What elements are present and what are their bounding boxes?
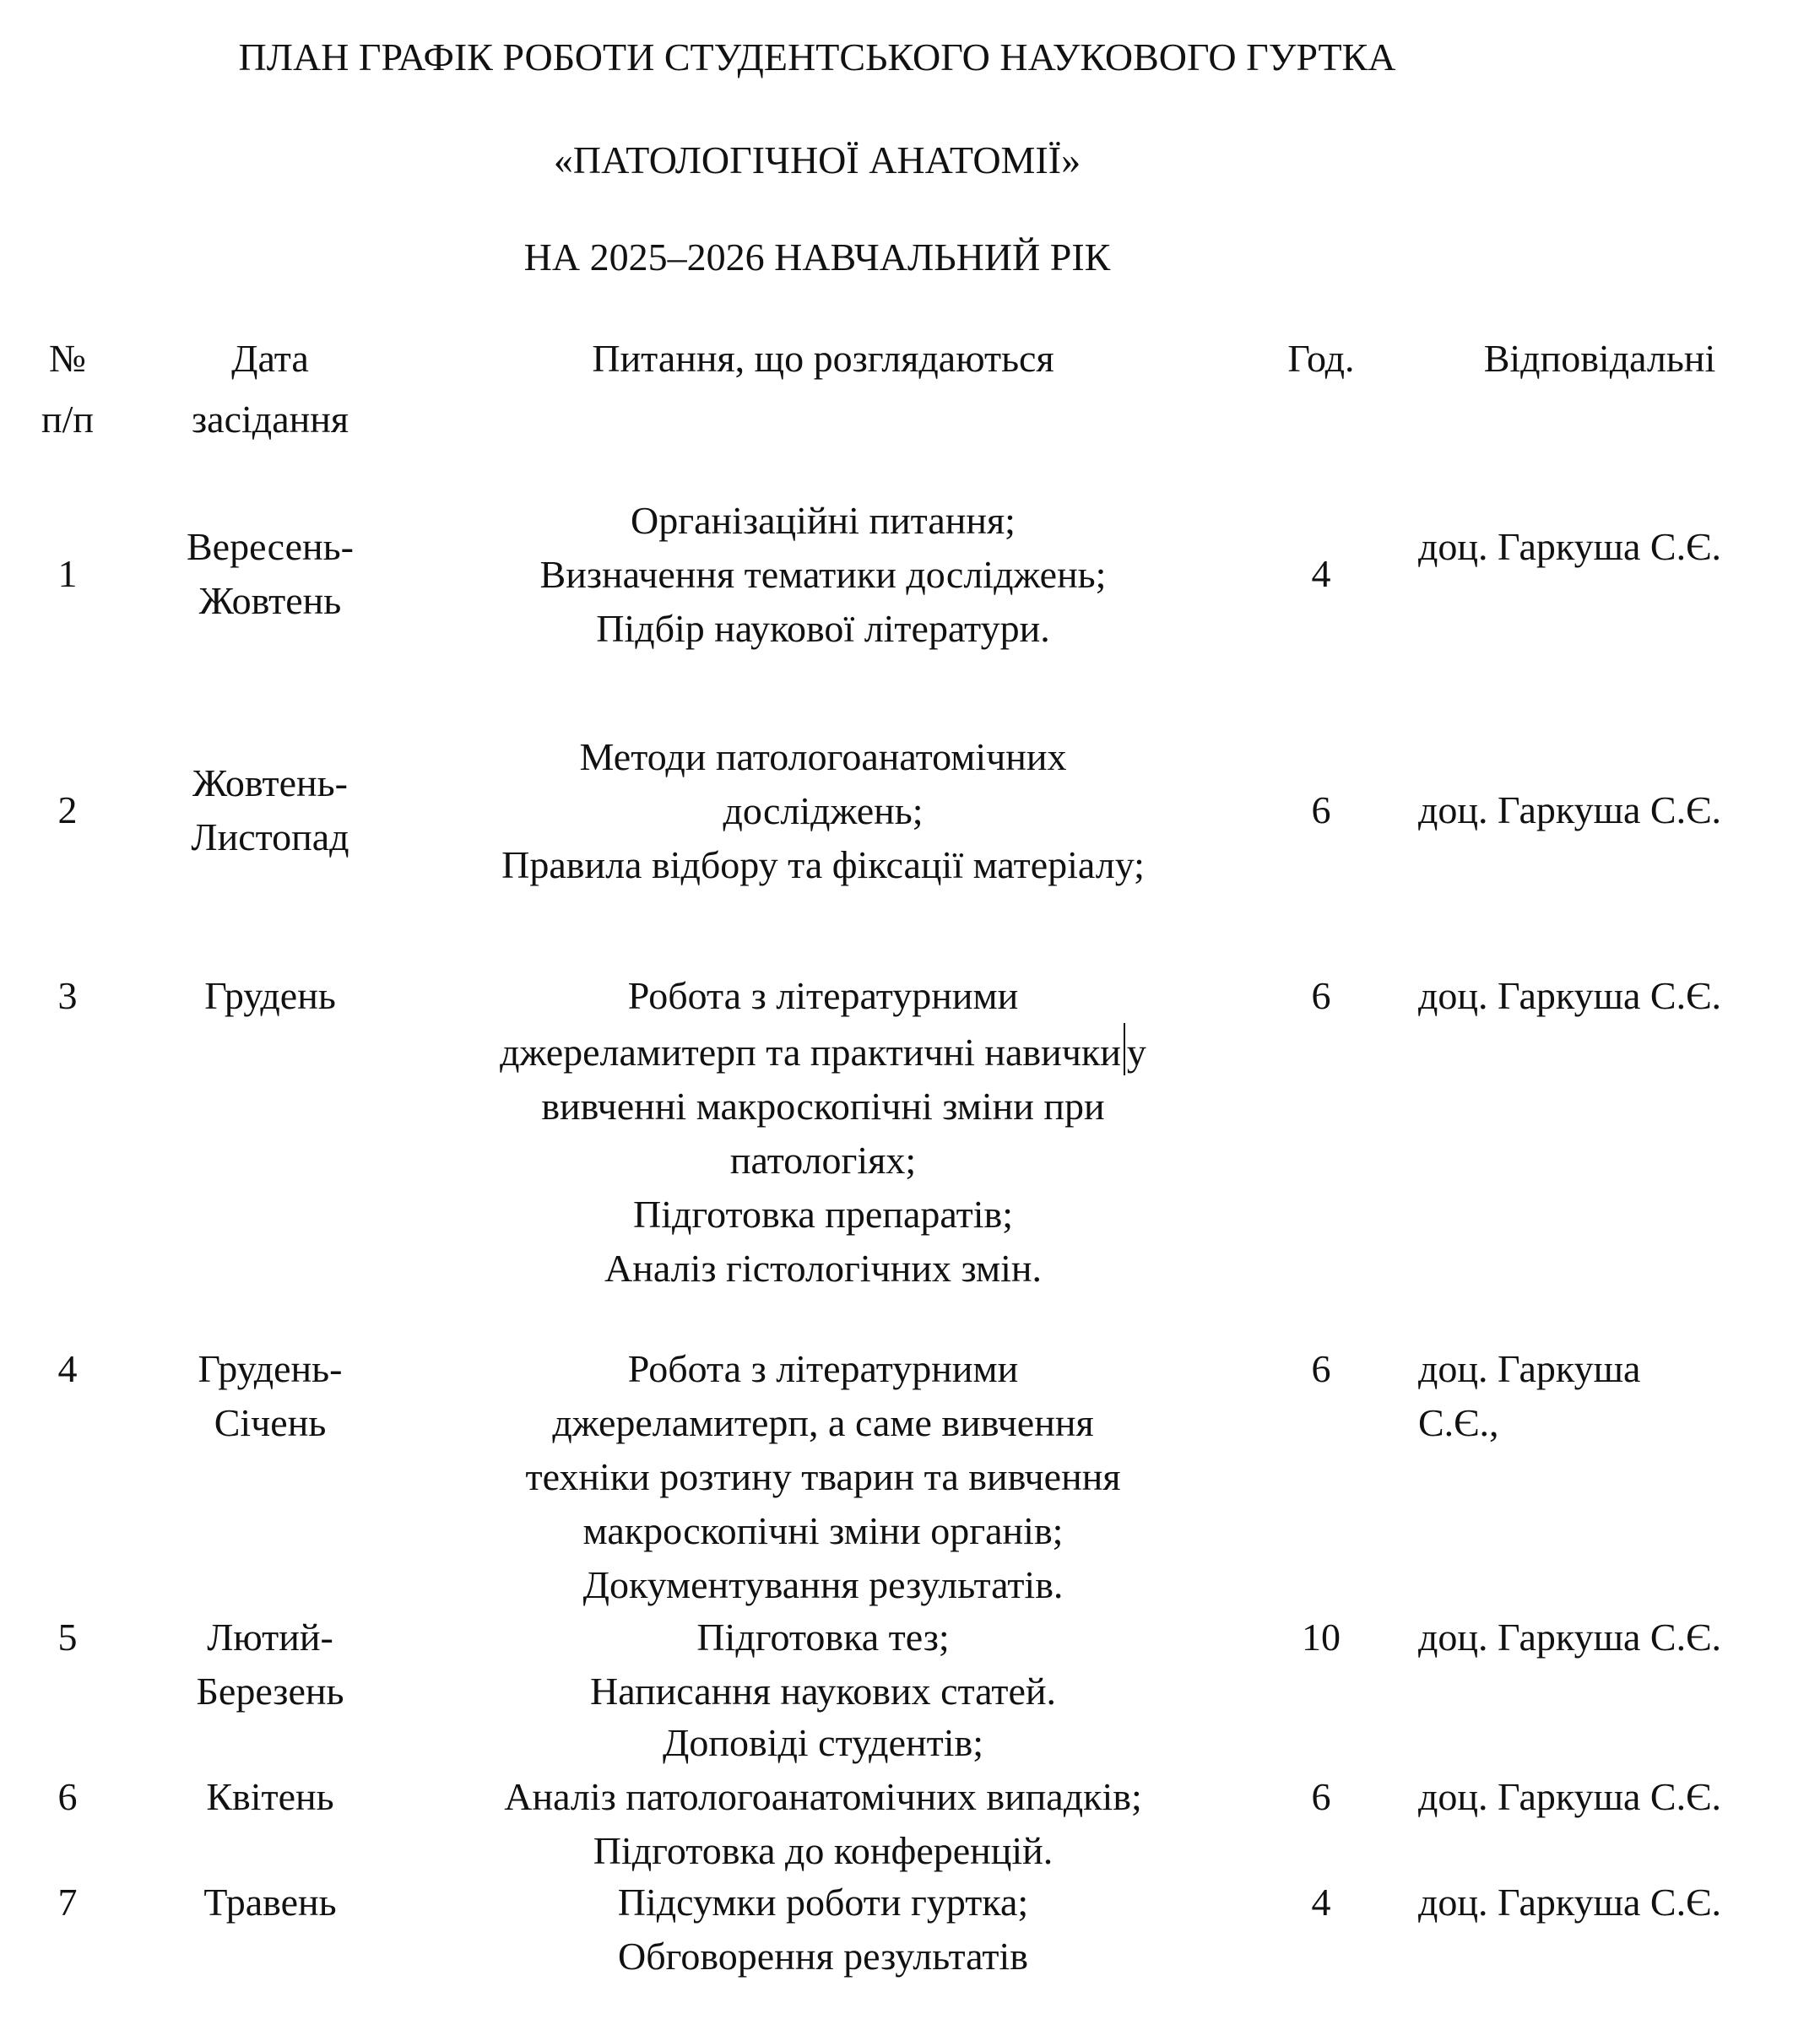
row-topic-text: джереламитерп та практичні навички xyxy=(500,1031,1121,1074)
row-responsible: доц. Гаркуша С.Є. xyxy=(1418,1881,1721,1924)
row-responsible xyxy=(1418,1342,1815,1450)
row-date-line: Жовтень xyxy=(198,579,342,622)
row-topic xyxy=(405,494,1241,656)
row-date-line: Травень xyxy=(203,1881,337,1924)
row-date xyxy=(148,1610,393,1719)
row-date xyxy=(148,1876,393,1930)
row-topic xyxy=(405,1342,1241,1612)
row-topic-line: Підсумки роботи гуртка; xyxy=(617,1881,1029,1924)
row-hours: 6 xyxy=(1311,974,1331,1017)
row-topic-line: Визначення тематики досліджень; xyxy=(539,553,1107,596)
row-topic-line: Правила відбору та фіксації матеріалу; xyxy=(501,843,1145,886)
row-topic xyxy=(405,969,1241,1296)
row-responsible-line: доц. Гаркуша xyxy=(1418,1347,1641,1390)
row-num: 1 xyxy=(57,552,78,595)
row-topic-line: Підбір наукової літератури. xyxy=(596,607,1050,650)
document-title-line-1: ПЛАН ГРАФІК РОБОТИ СТУДЕНТСЬКОГО НАУКОВОГО ГУРТКА xyxy=(238,35,1396,78)
row-topic-line: Підготовка тез; xyxy=(696,1616,950,1659)
row-topic-line: Аналіз патологоанатомічних випадків; xyxy=(504,1775,1142,1818)
row-num: 7 xyxy=(57,1881,78,1924)
row-topic xyxy=(405,1876,1241,1984)
row-topic-line: джереламитерп, а саме вивчення xyxy=(552,1401,1094,1444)
row-topic xyxy=(405,1716,1241,1878)
document-title-line-3: НА 2025–2026 НАВЧАЛЬНИЙ РІК xyxy=(523,235,1111,279)
row-date-line: Січень xyxy=(214,1401,327,1444)
row-num: 2 xyxy=(57,788,78,831)
row-hours: 6 xyxy=(1311,1347,1331,1390)
row-topic-text: у xyxy=(1126,1031,1146,1074)
row-topic-line: Робота з літературними xyxy=(627,974,1019,1017)
row-date xyxy=(148,520,393,628)
row-date-line: Квітень xyxy=(206,1775,334,1818)
row-topic-line: Методи патологоанатомічних xyxy=(579,735,1067,778)
row-topic-line: Обговорення результатів xyxy=(618,1935,1028,1978)
row-date xyxy=(148,1770,393,1824)
row-topic xyxy=(405,1610,1241,1719)
row-topic-line: досліджень; xyxy=(723,789,924,832)
row-topic-line: Організаційні питання; xyxy=(631,499,1016,542)
row-topic-line: Робота з літературними xyxy=(627,1347,1019,1390)
row-responsible-line: С.Є., xyxy=(1418,1401,1499,1444)
header-num-line: № xyxy=(49,337,86,380)
row-date-line: Листопад xyxy=(191,815,349,858)
text-cursor xyxy=(1124,1023,1125,1075)
row-date-line: Грудень xyxy=(204,974,336,1017)
row-responsible: доц. Гаркуша С.Є. xyxy=(1418,1775,1721,1818)
row-topic-line: техніки розтину тварин та вивчення xyxy=(525,1455,1121,1498)
row-responsible: доц. Гаркуша С.Є. xyxy=(1418,1616,1721,1659)
header-date xyxy=(148,332,393,447)
header-responsible: Відповідальні xyxy=(1483,337,1716,380)
row-topic-line: Документування результатів. xyxy=(582,1563,1064,1606)
row-date xyxy=(148,969,393,1023)
row-topic-line: Підготовка препаратів; xyxy=(633,1193,1013,1236)
row-num: 4 xyxy=(57,1347,78,1390)
row-date-line: Грудень- xyxy=(198,1347,343,1390)
row-hours: 4 xyxy=(1311,1881,1331,1924)
header-hours: Год. xyxy=(1287,337,1355,380)
row-num: 3 xyxy=(57,974,78,1017)
row-num: 6 xyxy=(57,1775,78,1818)
row-responsible: доц. Гаркуша С.Є. xyxy=(1418,788,1721,831)
row-hours: 4 xyxy=(1311,552,1331,595)
document-title-line-2: «ПАТОЛОГІЧНОЇ АНАТОМІЇ» xyxy=(553,138,1081,181)
row-topic-line xyxy=(405,1023,1241,1080)
row-topic-line: Аналіз гістологічних змін. xyxy=(604,1247,1043,1290)
header-topic: Питання, що розглядаються xyxy=(592,337,1054,380)
row-topic-line: патологіях; xyxy=(729,1139,917,1182)
row-num: 5 xyxy=(57,1616,78,1659)
row-date xyxy=(148,1342,393,1450)
row-date-line: Вересень- xyxy=(187,525,354,568)
row-responsible: доц. Гаркуша С.Є. xyxy=(1418,525,1721,568)
header-num-line: п/п xyxy=(41,398,94,441)
row-topic-line: вивченні макроскопічні зміни при xyxy=(541,1085,1105,1128)
row-topic-line: Написання наукових статей. xyxy=(589,1670,1057,1713)
row-hours: 10 xyxy=(1302,1616,1341,1659)
row-hours: 6 xyxy=(1311,1775,1331,1818)
header-date-line: засідання xyxy=(192,398,349,441)
row-responsible: доц. Гаркуша С.Є. xyxy=(1418,974,1721,1017)
header-date-line: Дата xyxy=(231,337,309,380)
row-topic-line: Доповіді студентів; xyxy=(662,1721,984,1764)
header-num xyxy=(17,332,118,447)
row-date xyxy=(148,756,393,864)
row-topic-line: макроскопічні зміни органів; xyxy=(582,1509,1064,1552)
row-topic-line: Підготовка до конференцій. xyxy=(593,1829,1054,1872)
row-date-line: Лютий- xyxy=(207,1616,333,1659)
row-topic xyxy=(405,730,1241,892)
row-hours: 6 xyxy=(1311,788,1331,831)
row-date-line: Березень xyxy=(196,1670,344,1713)
row-date-line: Жовтень- xyxy=(192,761,348,804)
